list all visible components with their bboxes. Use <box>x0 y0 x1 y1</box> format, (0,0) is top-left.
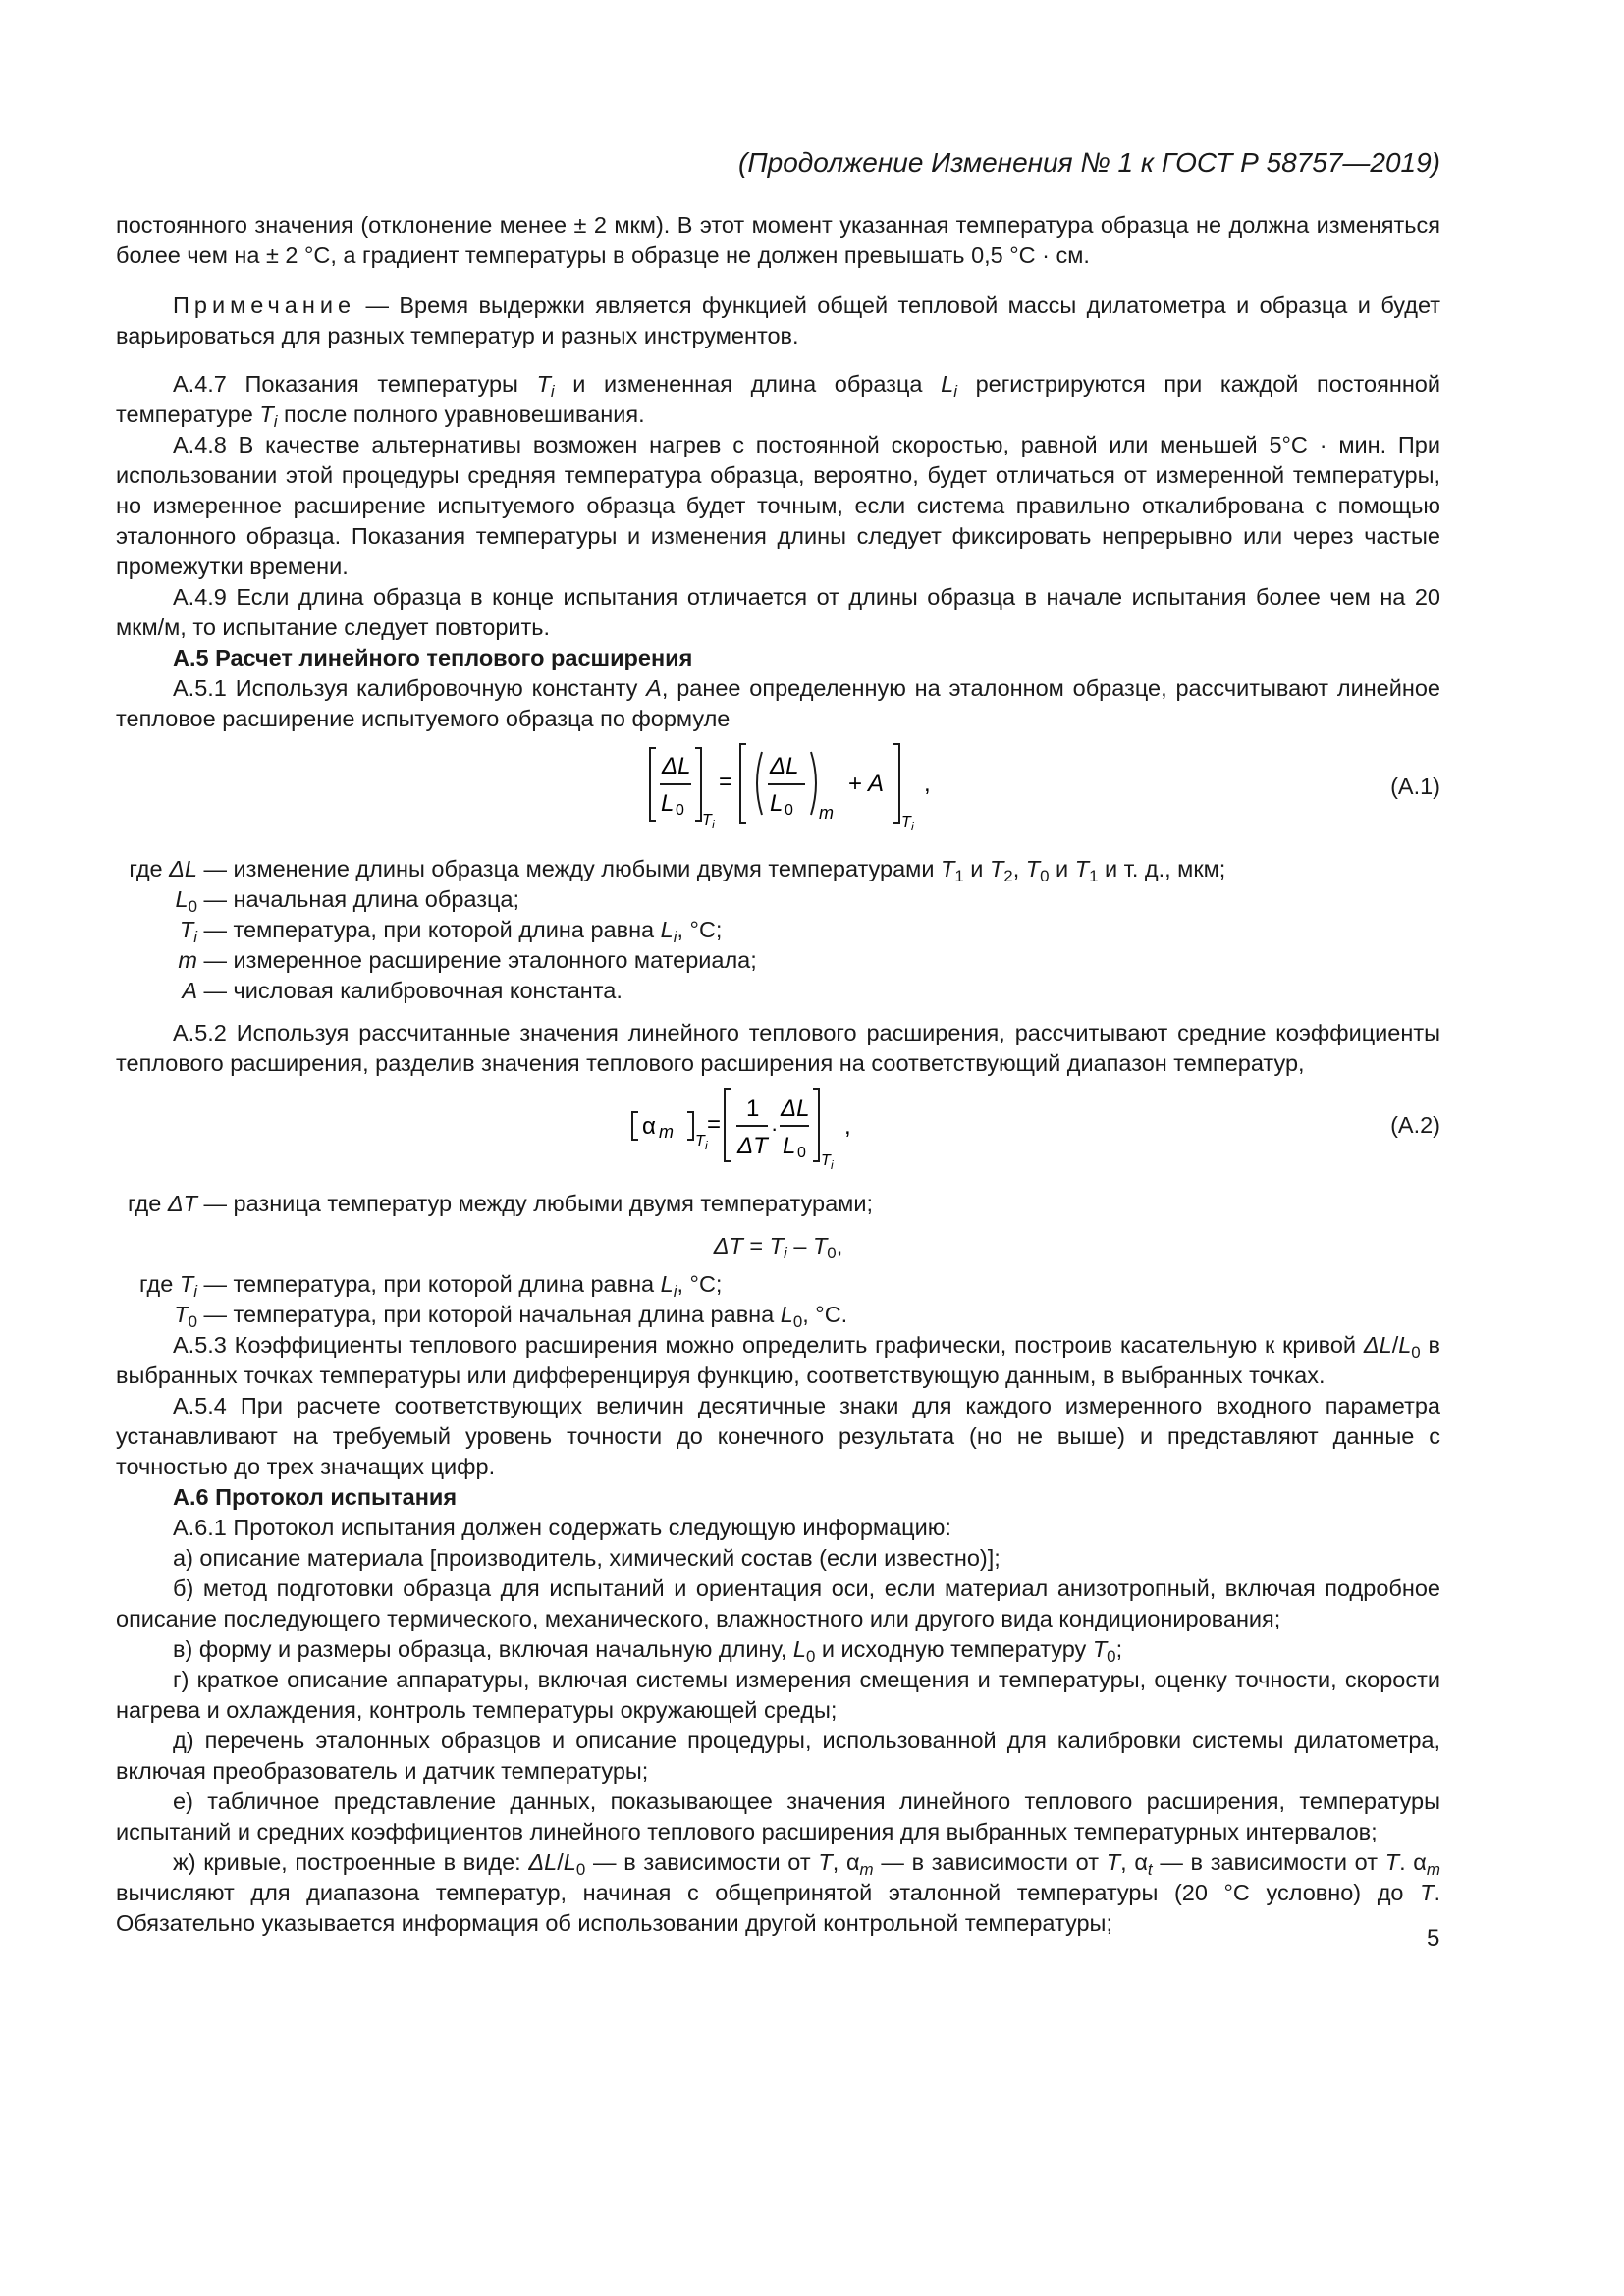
page-number: 5 <box>1427 1925 1440 1951</box>
svg-text:ΔL: ΔL <box>662 753 691 779</box>
svg-text:i: i <box>911 820 914 833</box>
equation-number-a2: (А.2) <box>1390 1112 1440 1138</box>
paragraph-a53: А.5.3 Коэффициенты теплового расширения можно определить графически, построив касательную к кривой $\Delta L/L_0$ в выбранных точках температуры или дифференцируя функцию, соответствующую данным, в выбранных точках. <box>116 1332 1440 1388</box>
def-t0: $T_0$ — температура, при которой начальная длина равна $L_0$, °С. <box>174 1302 848 1332</box>
document-body <box>116 210 1440 1939</box>
svg-text:0: 0 <box>785 802 793 819</box>
note-paragraph <box>116 291 1440 351</box>
svg-text:+: + <box>848 771 863 797</box>
delta-t-equation: $\Delta T = T_i - T_0$, <box>713 1233 843 1263</box>
paragraph-a51: А.5.1 Используя калибровочную константу A, ранее определенную на эталонном образце, рассчитывают линейное тепловое расширение испытуемого образца по формуле <box>116 675 1440 731</box>
definitions-a1 <box>116 854 1440 1006</box>
svg-text:=: = <box>719 769 733 795</box>
page-header: (Продолжение Изменения № 1 к ГОСТ Р 58757—2019) <box>738 147 1440 178</box>
def-l0: $L_0$ — начальная длина образца; <box>175 886 520 917</box>
svg-text:ΔT: ΔT <box>737 1133 768 1159</box>
list-item-g: г) краткое описание аппаратуры, включая системы измерения смещения и температуры, оценку точности, скорости нагрева и охлаждения, контроль температуры окружающей среды; <box>116 1667 1440 1723</box>
def-delta-t: где ΔT — разница температур между любыми двумя температурами; <box>128 1191 873 1216</box>
definitions-a2b <box>116 1269 1440 1330</box>
paragraph-a48: А.4.8 В качестве альтернативы возможен нагрев с постоянной скоростью, равной или меньшей 5°С · мин. При использовании этой процедуры средняя температура образца, вероятно, будет отличаться от измеренной температуры, но измеренное расширение испытуемого образца будет точным, если система правильно откалибрована с помощью эталонного образца. Показания температуры и изменения длины следует фиксировать непрерывно или через частые промежутки времени. <box>116 432 1440 579</box>
svg-text:i: i <box>831 1158 834 1172</box>
def-m: m — измеренное расширение эталонного материала; <box>178 947 757 973</box>
svg-text:ΔL: ΔL <box>770 753 799 779</box>
paragraph-a49: А.4.9 Если длина образца в конце испытания отличается от длины образца в начале испытания более чем на 20 мкм/м, то испытание следует повторить. <box>116 584 1440 640</box>
svg-text:α: α <box>642 1113 656 1140</box>
svg-text:ΔL: ΔL <box>781 1095 810 1122</box>
note-text: — Время выдержки является функцией общей тепловой массы дилатометра и образца и будет варьироваться для разных температур и разных инструментов. <box>116 293 1440 348</box>
svg-text:T: T <box>702 812 712 828</box>
paragraph-a52: А.5.2 Используя рассчитанные значения линейного теплового расширения, рассчитывают средние коэффициенты теплового расширения, разделив значения теплового расширения на соответствующий диапазон температур, <box>116 1020 1440 1076</box>
section-title-a5: А.5 Расчет линейного теплового расширения <box>173 645 693 670</box>
list-item-e: е) табличное представление данных, показывающее значения линейного теплового расширения, температуры испытаний и средних коэффициентов линейного теплового расширения для выбранных температурных интервалов; <box>116 1789 1440 1844</box>
svg-text:L: L <box>661 790 675 817</box>
svg-text:A: A <box>868 771 885 797</box>
paragraph-a47: А.4.7 Показания температуры $T_i$ и измененная длина образца $L_i$ регистрируются при каждой постоянной температуре $T_i$ после полного уравновешивания. <box>116 371 1440 432</box>
list-item-zh: ж) кривые, построенные в виде: $\Delta L/L_0$ — в зависимости от T, $\alpha_m$ — в зависимости от T, $\alpha_t$ — в зависимости от T. $\alpha_m$ вычисляют для диапазона температур, начиная с общепринятой эталонной температуры (20 °С условно) до T. Обязательно указывается информация об использовании другой контрольной температуры; <box>116 1849 1440 1936</box>
formula-a1-graphic <box>646 740 980 838</box>
list-item-v: в) форму и размеры образца, включая начальную длину, $L_0$ и исходную температуру $T_0$; <box>173 1636 1123 1667</box>
svg-text:T: T <box>901 814 911 830</box>
formula-a1 <box>116 740 1440 844</box>
paragraph-a54: А.5.4 При расчете соответствующих величин десятичные знаки для каждого измеренного входного параметра устанавливают на требуемый уровень точности до конечного результата (но не выше) и представляют данные с точностью до трех значащих цифр. <box>116 1393 1440 1479</box>
svg-text:=: = <box>707 1111 722 1138</box>
list-item-d: д) перечень эталонных образцов и описание процедуры, использованной для калибровки системы дилатометра, включая преобразователь и датчик температуры; <box>116 1728 1440 1784</box>
paragraph-a61: А.6.1 Протокол испытания должен содержать следующую информацию: <box>173 1515 951 1540</box>
list-item-a: а) описание материала [производитель, химический состав (если известно)]; <box>173 1545 1001 1571</box>
svg-text:i: i <box>712 818 715 831</box>
svg-text:m: m <box>659 1122 674 1142</box>
svg-text:,: , <box>844 1113 851 1140</box>
formula-a2 <box>116 1083 1440 1177</box>
svg-text:m: m <box>819 803 834 823</box>
definitions-a2 <box>116 1189 1440 1219</box>
def-a: A — числовая калибровочная константа. <box>182 978 623 1003</box>
svg-text:,: , <box>924 771 931 797</box>
section-title-a6: А.6 Протокол испытания <box>173 1484 458 1510</box>
svg-text:0: 0 <box>676 802 684 819</box>
def-delta-l: где ΔL — изменение длины образца между любыми двумя температурами $T_1$ и $T_2$, $T_0$ и $T_1$ и т. д., мкм; <box>129 856 1226 886</box>
svg-text:i: i <box>705 1139 708 1152</box>
equation-number-a1: (А.1) <box>1390 774 1440 799</box>
list-item-b: б) метод подготовки образца для испытаний и ориентация оси, если материал анизотропный, включая подробное описание последующего термического, механического, влажностного или другого вида кондиционирования; <box>116 1575 1440 1631</box>
svg-text:1: 1 <box>746 1095 760 1122</box>
svg-text:T: T <box>695 1133 705 1149</box>
def-ti-2: где $T_i$ — температура, при которой длина равна $L_i$, °С; <box>139 1271 723 1302</box>
svg-text:L: L <box>770 790 784 817</box>
def-ti: $T_i$ — температура, при которой длина равна $L_i$, °С; <box>179 917 723 947</box>
formula-a2-graphic <box>626 1083 921 1177</box>
svg-text:L: L <box>783 1133 796 1159</box>
svg-text:T: T <box>821 1152 831 1169</box>
svg-text:0: 0 <box>797 1145 806 1161</box>
paragraph-continuation: постоянного значения (отклонение менее ± 2 мкм). В этот момент указанная температура образца не должна изменяться более чем на ± 2 °С, а градиент температуры в образце не должен превышать 0,5 °С · см. <box>116 212 1440 268</box>
svg-text:·: · <box>771 1116 779 1141</box>
note-label: Примечание <box>173 293 356 318</box>
